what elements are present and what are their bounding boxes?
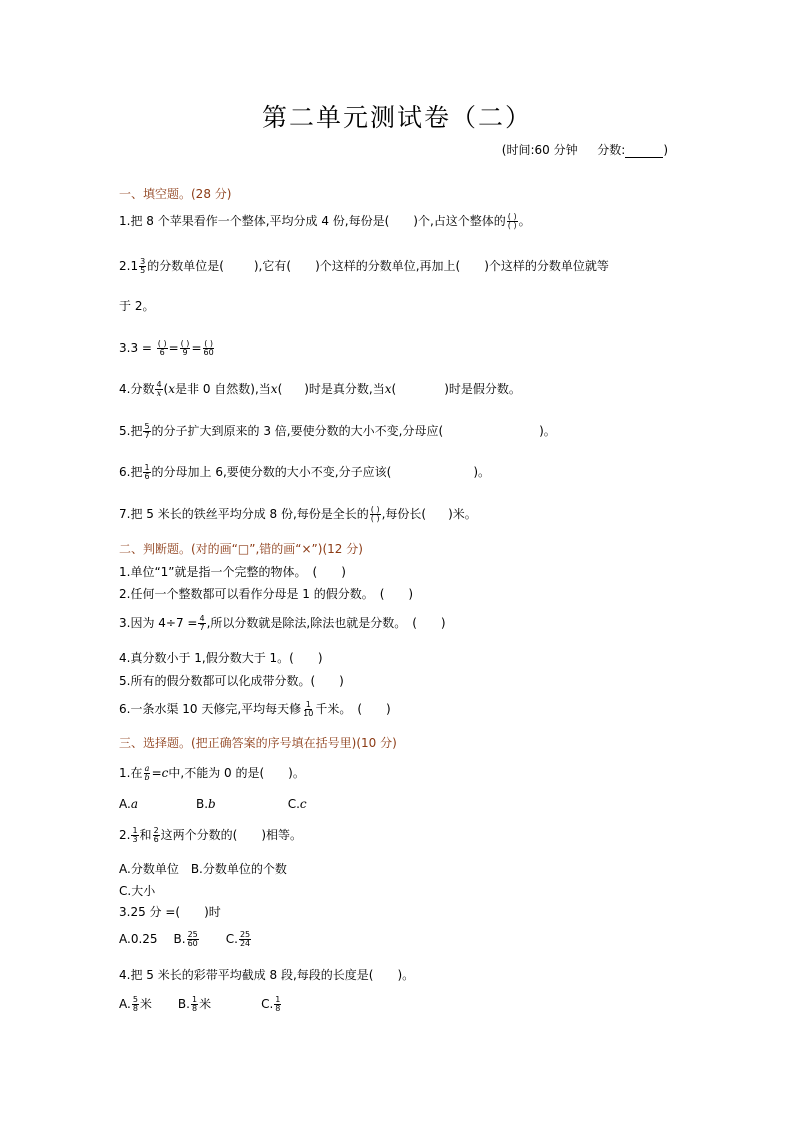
s3-question-2-options-ab: A.分数单位 B.分数单位的个数 (119, 862, 287, 876)
s2-question-3: 3.因为 4÷7 = $\frac{4}{7}$ ,所以分数就是除法,除法也就是分数。 ( ) (119, 614, 446, 632)
s2-question-5: 5.所有的假分数都可以化成带分数。( ) (119, 674, 344, 688)
section-3-heading: 三、选择题。(把正确答案的序号填在括号里)(10 分) (119, 736, 397, 750)
s2-question-1: 1.单位“1”就是指一个完整的物体。 ( ) (119, 565, 346, 579)
s3-question-3: 3.25 分 =( )时 (119, 905, 221, 919)
fraction: $\frac{4}{7}$ (199, 614, 205, 632)
page-title: 第二单元测试卷（二） (261, 103, 532, 132)
s3-question-3-options: A.0.25 B. $\frac{25}{60}$ C. $\frac{25}{24}$ (119, 930, 251, 948)
s1-question-5: 5.把 $\frac{5}{7}$ 的分子扩大到原来的 3 倍,要使分数的大小不变,分母应( )。 (119, 422, 556, 440)
s1-question-7: 7.把 5 米长的铁丝平均分成 8 份,每份是全长的 $\frac{( )}{( )}$ ,每份长( )米。 (119, 505, 477, 523)
fraction: $\frac{5}{7}$ (144, 422, 150, 440)
s2-question-2: 2.任何一个整数都可以看作分母是 1 的假分数。 ( ) (119, 587, 414, 601)
fraction: $\frac{25}{60}$ (187, 930, 198, 948)
section-1-heading: 一、填空题。(28 分) (119, 187, 232, 201)
sub-close: ) (663, 143, 668, 157)
s3-question-4-options: A. $\frac{5}{8}$ 米 B. $\frac{1}{8}$ 米 C. $\frac{1}{8}$ (119, 995, 281, 1013)
fraction: $\frac{25}{24}$ (239, 930, 251, 948)
s1-question-2-cont: 于 2。 (119, 299, 155, 313)
s1-question-6: 6.把 $\frac{1}{6}$ 的分母加上 6,要使分数的大小不变,分子应该( )。 (119, 463, 490, 481)
fraction: $\frac{4}{x}$ (156, 380, 162, 398)
fraction: $\frac{( )}{60}$ (203, 339, 214, 357)
fraction: $\frac{1}{3}$ (132, 826, 138, 844)
fraction: $\frac{1}{8}$ (191, 995, 198, 1013)
fraction: $\frac{1}{10}$ (303, 700, 314, 718)
s2-question-6: 6.一条水渠 10 天修完,平均每天修 $\frac{1}{10}$ 千米。 ( ) (119, 700, 391, 718)
fraction: $\frac{1}{6}$ (144, 463, 150, 481)
s1-question-3: 3.3 = $\frac{( )}{6}$ = $\frac{( )}{9}$ = $\frac{( )}{60}$ (119, 339, 214, 357)
time-score-line (502, 141, 668, 158)
section-2-heading: 二、判断题。(对的画“□”,错的画“×”)(12 分) (119, 542, 363, 556)
fraction: $\frac{1}{8}$ (275, 995, 281, 1013)
score-label: 分数: (597, 143, 626, 157)
s3-question-1: 1.在 $\frac{a}{b}$ =c中,不能为 0 的是( )。 (119, 764, 305, 782)
score-blank[interactable] (625, 145, 663, 158)
fraction: $\frac{2}{6}$ (153, 826, 159, 844)
s1-question-2: 2.1 $\frac{3}{5}$ 的分数单位是( ),它有( )个这样的分数单位,再加上( )个这样的分数单位就等 (119, 257, 609, 275)
fraction: $\frac{( )}{( )}$ (507, 212, 517, 230)
fraction: $\frac{( )}{( )}$ (370, 505, 380, 523)
s3-question-1-options: A.a B.b C.c (119, 797, 307, 811)
s1-question-4: 4.分数 $\frac{4}{x}$ (x是非 0 自然数),当x( )时是真分数,当x( )时是假分数。 (119, 380, 521, 398)
time-label: (时间:60 分钟 (501, 143, 578, 157)
s3-question-4: 4.把 5 米长的彩带平均截成 8 段,每段的长度是( )。 (119, 968, 415, 982)
fraction: $\frac{3}{5}$ (140, 257, 146, 275)
s3-question-2: 2. $\frac{1}{3}$ 和 $\frac{2}{6}$ 这两个分数的( )相等。 (119, 826, 303, 844)
s2-question-4: 4.真分数小于 1,假分数大于 1。( ) (119, 651, 323, 665)
s1-question-1: 1.把 8 个苹果看作一个整体,平均分成 4 份,每份是( )个,占这个整体的 $\frac{( )}{( )}$ 。 (119, 212, 531, 230)
fraction: $\frac{a}{b}$ (144, 764, 150, 782)
fraction: $\frac{( )}{9}$ (180, 339, 190, 357)
fraction: $\frac{5}{8}$ (132, 995, 138, 1013)
s3-question-2-option-c: C.大小 (119, 884, 156, 898)
fraction: $\frac{( )}{6}$ (157, 339, 167, 357)
